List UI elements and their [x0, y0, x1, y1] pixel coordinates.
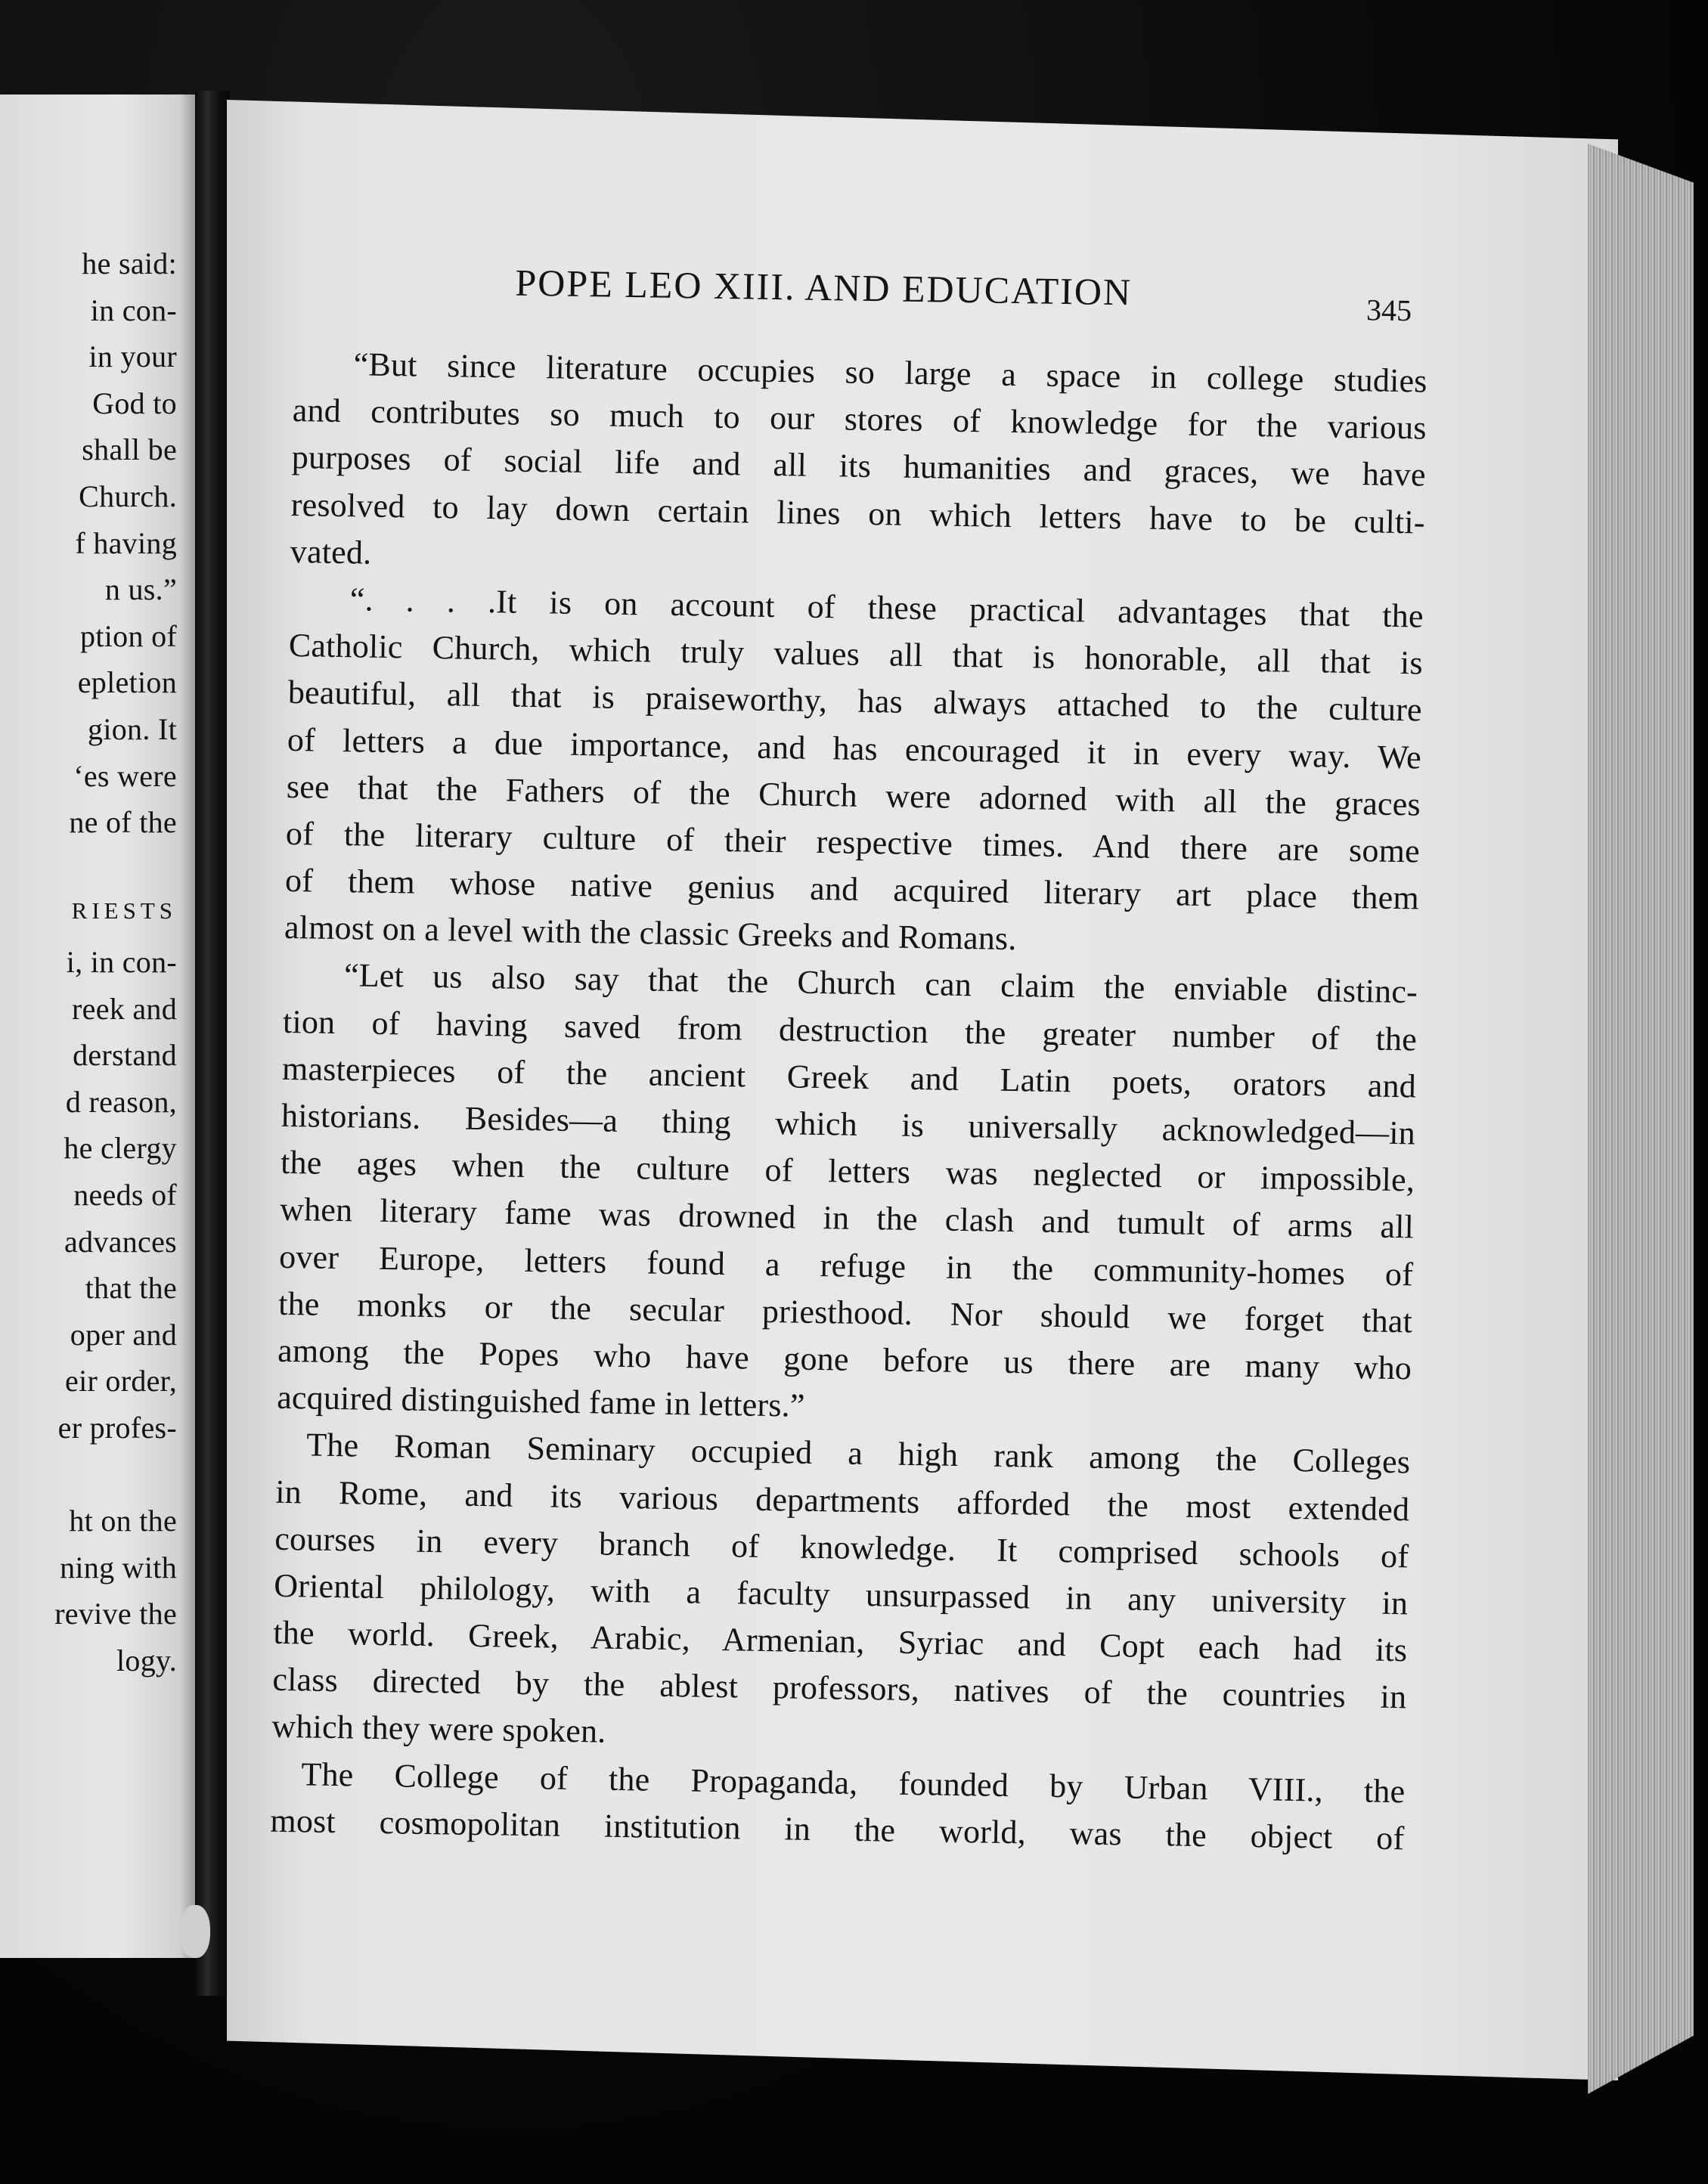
left-page-line: God to — [92, 386, 177, 420]
text-line: most cosmopolitan institution in the world, was the object of — [270, 1801, 1405, 1857]
left-page-line: reek and — [72, 991, 177, 1026]
text-line: “But since literature occupies so large a space in college studies — [353, 345, 1427, 400]
text-line: over Europe, letters found a refuge in the community-homes of — [278, 1238, 1414, 1293]
paragraph — [290, 340, 1427, 593]
text-line: tion of having saved from destruction the greater number of the — [282, 1002, 1418, 1058]
page-number: 345 — [1365, 293, 1412, 328]
paragraph — [284, 575, 1424, 969]
text-line: The Roman Seminary occupied a high rank among the Colleges — [305, 1426, 1411, 1481]
left-page-line: logy. — [116, 1643, 177, 1677]
text-line: the world. Greek, Arabic, Armenian, Syriac and Copt each had its — [273, 1613, 1408, 1669]
left-page-line: derstand — [73, 1038, 177, 1073]
text-line: Catholic Church, which truly values all that is honorable, all that is — [288, 627, 1424, 682]
left-page-line: in your — [88, 339, 177, 374]
text-line: historians. Besides—a thing which is universally acknowledged—in — [281, 1096, 1416, 1152]
page-text-block — [270, 257, 1429, 1862]
paragraph — [277, 951, 1418, 1439]
left-page-line: that the — [85, 1271, 177, 1306]
left-page-line: ption of — [80, 618, 177, 653]
left-page-line: he said: — [82, 246, 177, 280]
left-page-line: ning with — [60, 1550, 177, 1585]
text-line: “. . . .It is on account of these practical advantages that the — [349, 581, 1424, 635]
left-page-line: in con- — [90, 293, 177, 327]
left-page-line: n us.” — [104, 572, 177, 607]
left-page-line: er profes- — [57, 1411, 177, 1445]
left-page-line: epletion — [77, 665, 177, 700]
left-page-line: shall be — [82, 432, 177, 467]
text-line: vated. — [290, 532, 372, 572]
running-head: POPE LEO XIII. AND EDUCATION — [515, 261, 1133, 314]
left-page-section-heading: RIESTS — [71, 897, 177, 925]
text-line: resolved to lay down certain lines on which letters have to be culti- — [290, 485, 1426, 541]
book-gutter — [195, 91, 230, 1996]
text-line: class directed by the ablest professors, natives of the countries in — [272, 1661, 1407, 1716]
text-line: of the literary culture of their respective times. And there are some — [285, 814, 1421, 870]
text-line: beautiful, all that is praiseworthy, has always attached to the culture — [287, 674, 1423, 729]
left-page-line: ht on the — [69, 1504, 177, 1538]
text-line: among the Popes who have gone before us there are many who — [277, 1331, 1412, 1387]
text-line: the monks or the secular priesthood. Nor should we forget that — [277, 1284, 1413, 1340]
text-line: masterpieces of the ancient Greek and Latin poets, orators and — [281, 1049, 1417, 1105]
text-line: “Let us also say that the Church can claim the enviable distinc- — [343, 956, 1418, 1011]
text-line: of letters a due importance, and has encouraged it in every way. We — [287, 720, 1422, 776]
text-line: in Rome, and its various departments afforded the most extended — [274, 1473, 1410, 1528]
left-page-line: advances — [64, 1224, 177, 1259]
text-line: and contributes so much to our stores of knowledge for the various — [292, 392, 1427, 447]
text-line: purposes of social life and all its humanities and graces, we have — [291, 438, 1427, 494]
left-page-line: i, in con- — [66, 945, 177, 979]
text-line: the ages when the culture of letters was neglected or impossible, — [280, 1144, 1415, 1199]
text-line: courses in every branch of knowledge. It comprised schools of — [274, 1520, 1409, 1575]
left-page-line: oper and — [70, 1317, 177, 1352]
left-page-line: needs of — [73, 1178, 177, 1212]
text-line: Oriental philology, with a faculty unsurpassed in any university in — [274, 1566, 1409, 1622]
left-page-line: ʻes were — [73, 758, 177, 793]
paragraph — [271, 1421, 1411, 1768]
left-page-line: d reason, — [65, 1084, 177, 1119]
left-page-line: gion. It — [88, 712, 177, 746]
text-line: when literary fame was drowned in the clash and tumult of arms all — [279, 1191, 1415, 1246]
left-page-line: revive the — [54, 1597, 177, 1631]
text-line: which they were spoken. — [271, 1708, 606, 1751]
text-line: acquired distinguished fame in letters.” — [276, 1378, 805, 1424]
left-page-line: Church. — [79, 479, 177, 513]
text-line: of them whose native genius and acquired literary art place them — [284, 861, 1420, 917]
text-line: see that the Fathers of the Church were adorned with all the graces — [286, 767, 1421, 823]
body-text — [270, 340, 1427, 1862]
left-facing-page — [0, 94, 195, 1958]
text-line: The College of the Propaganda, founded by Urban VIII., the — [301, 1755, 1406, 1810]
left-page-line: ne of the — [69, 805, 177, 840]
left-page-line: f having — [75, 525, 177, 560]
paragraph — [270, 1750, 1406, 1862]
scan-blemish — [180, 1905, 210, 1958]
left-page-line: he clergy — [64, 1131, 177, 1166]
text-line: almost on a level with the classic Greeks and Romans. — [284, 909, 1017, 958]
page-edges — [1588, 144, 1694, 2094]
page-header — [293, 257, 1429, 358]
left-page-line: eir order, — [65, 1364, 177, 1399]
